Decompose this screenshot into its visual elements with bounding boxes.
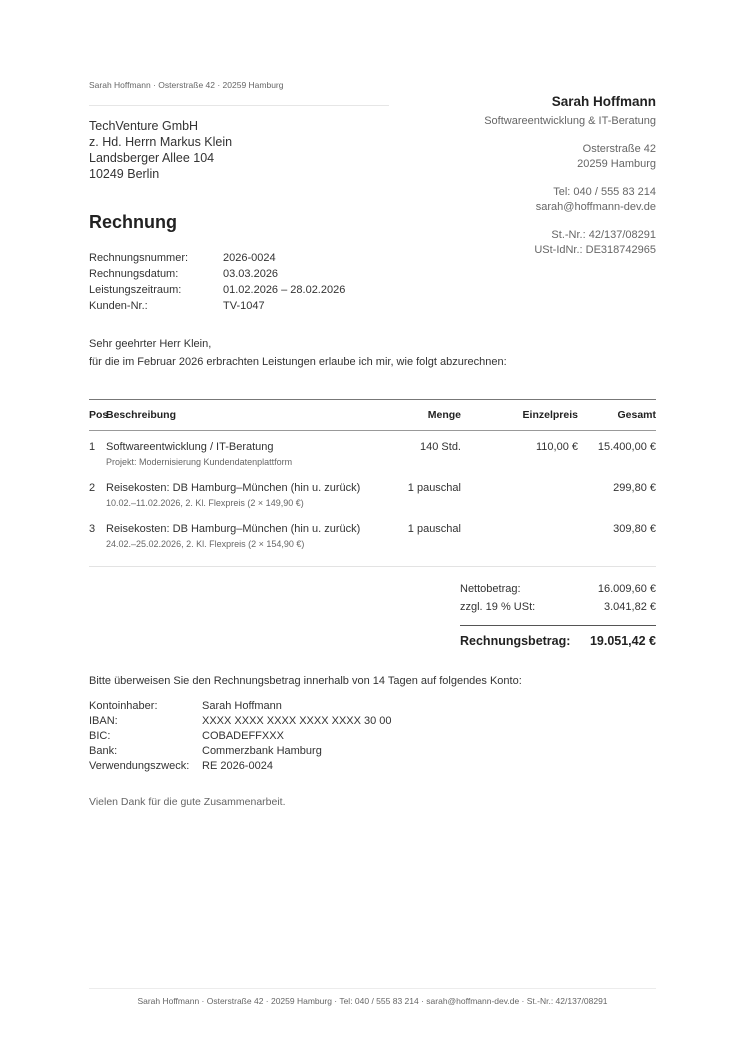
recipient-address [89,118,232,182]
table-rule [89,566,656,567]
bank-row-reference [89,759,392,774]
table-header [89,400,656,430]
meta-label: Leistungszeitraum: [89,284,182,296]
meta-value: 2026-0024 [223,252,276,264]
header-quantity: Menge [427,409,461,421]
footer-divider [89,988,656,989]
totals-block [460,580,656,650]
item-detail: 24.02.–25.02.2026, 2. Kl. Flexpreis (2 × 154,90 €) [106,539,305,549]
company-phone: Tel: 040 / 555 83 214 [553,186,656,198]
bank-row-account-holder [89,699,392,714]
table-row [89,431,656,472]
cell-unit-price [461,523,578,554]
item-title: Reisekosten: DB Hamburg–München (hin u. zurück) [106,523,361,535]
bank-label: Verwendungszweck: [89,760,190,772]
company-address [484,142,656,172]
invoice-meta [89,250,345,314]
cell-total: 309,80 € [613,523,656,535]
vat-row [460,598,656,616]
bank-label: BIC: [89,730,111,742]
vat-label: zzgl. 19 % USt: [460,601,536,613]
company-tagline: Softwareentwicklung & IT-Beratung [484,115,656,127]
cell-quantity: 1 pauschal [407,523,461,535]
header-description: Beschreibung [106,409,177,421]
bank-row-bank [89,744,392,759]
meta-value: 03.03.2026 [223,268,279,280]
intro-text: für die im Februar 2026 erbrachten Leistungen erlaube ich mir, wie folgt abzurechnen: [89,356,507,368]
bank-label: IBAN: [89,715,118,727]
bank-row-bic [89,729,392,744]
header-total: Gesamt [617,409,656,421]
cell-unit-price [461,482,578,513]
meta-label: Kunden-Nr.: [89,300,148,312]
recipient-contact: z. Hd. Herrn Markus Klein [89,135,233,149]
meta-label: Rechnungsdatum: [89,268,179,280]
bank-value: Commerzbank Hamburg [202,745,322,757]
company-tax-number: St.-Nr.: 42/137/08291 [551,229,656,241]
bank-value: Sarah Hoffmann [202,700,282,712]
bank-label: Bank: [89,745,118,757]
bank-value: XXXX XXXX XXXX XXXX XXXX 30 00 [202,715,392,727]
meta-row-service-period [89,282,345,298]
item-detail: 10.02.–11.02.2026, 2. Kl. Flexpreis (2 × 149,90 €) [106,498,304,508]
company-street: Osterstraße 42 [582,143,656,155]
company-city: 20259 Hamburg [577,158,656,170]
vat-value: 3.041,82 € [604,601,656,613]
company-vat-id: USt-IdNr.: DE318742965 [534,244,656,256]
recipient-city: 10249 Berlin [89,167,160,181]
item-title: Reisekosten: DB Hamburg–München (hin u. zurück) [106,482,361,494]
bank-value: COBADEFFXXX [202,730,284,742]
company-email: sarah@hoffmann-dev.de [535,201,656,213]
net-amount-row [460,580,656,598]
gross-label: Rechnungsbetrag: [460,634,571,648]
cell-pos: 1 [89,441,96,453]
closing-thanks: Vielen Dank für die gute Zusammenarbeit. [89,796,286,808]
company-name: Sarah Hoffmann [551,94,656,109]
bank-row-iban [89,714,392,729]
totals-divider [460,625,656,626]
meta-label: Rechnungsnummer: [89,252,189,264]
net-label: Nettobetrag: [460,583,521,595]
net-value: 16.009,60 € [597,583,656,595]
header-pos: Pos [89,409,109,421]
table-row [89,513,656,554]
table-row [89,472,656,513]
company-header [484,93,656,258]
meta-row-invoice-number [89,250,345,266]
meta-value: TV-1047 [223,300,265,312]
gross-value: 19.051,42 € [589,634,656,648]
recipient-company: TechVenture GmbH [89,119,199,133]
cell-pos: 2 [89,482,96,494]
salutation: Sehr geehrter Herr Klein, [89,338,212,350]
letter-intro [89,335,507,371]
cell-pos: 3 [89,523,96,535]
cell-total: 15.400,00 € [597,441,656,453]
divider [89,105,389,106]
page-footer: Sarah Hoffmann · Osterstraße 42 · 20259 Hamburg · Tel: 040 / 555 83 214 · sarah@hoffmann-dev.de · St.-Nr.: 42/137/08291 [137,996,608,1006]
cell-description [106,482,398,513]
meta-row-invoice-date [89,266,345,282]
gross-amount-row [460,632,656,650]
company-tax [484,228,656,258]
cell-quantity: 140 Std. [420,441,461,453]
item-title: Softwareentwicklung / IT-Beratung [106,441,274,453]
page-title: Rechnung [89,212,177,232]
bank-label: Kontoinhaber: [89,700,158,712]
item-detail: Projekt: Modernisierung Kundendatenplattform [106,457,293,467]
cell-description [106,523,398,554]
line-items-table [89,399,656,567]
cell-total: 299,80 € [613,482,656,494]
cell-unit-price: 110,00 € [535,441,578,453]
meta-row-customer-number [89,298,345,314]
bank-details [89,699,392,774]
meta-value: 01.02.2026 – 28.02.2026 [223,284,346,296]
bank-value: RE 2026-0024 [202,760,273,772]
company-contact [484,185,656,215]
header-unit-price: Einzelpreis [522,409,578,421]
payment-instructions: Bitte überweisen Sie den Rechnungsbetrag innerhalb von 14 Tagen auf folgendes Konto: [89,675,522,687]
recipient-street: Landsberger Allee 104 [89,151,215,165]
cell-description [106,441,398,472]
sender-return-address: Sarah Hoffmann · Osterstraße 42 · 20259 Hamburg [89,80,284,90]
cell-quantity: 1 pauschal [407,482,461,494]
